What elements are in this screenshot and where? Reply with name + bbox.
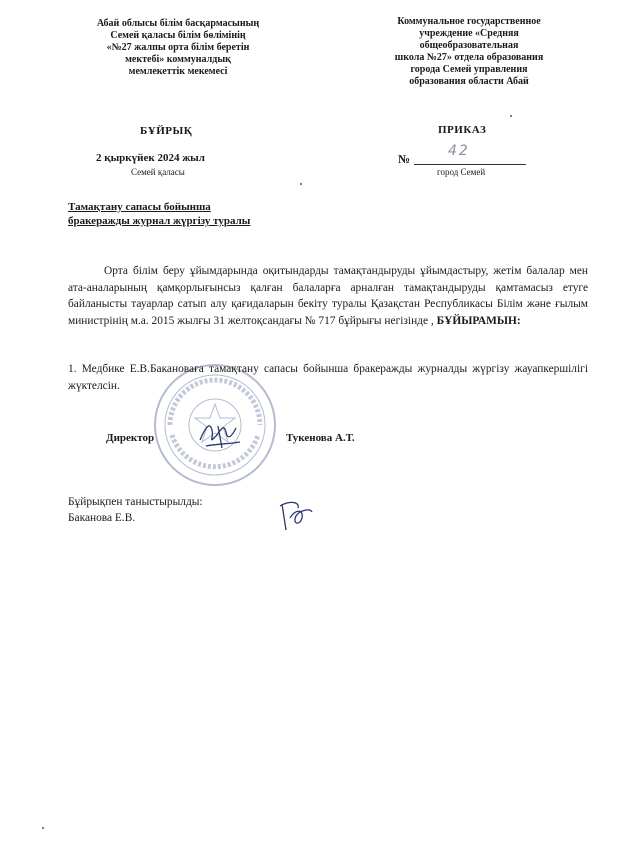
order-title-kz: БҰЙРЫҚ bbox=[140, 125, 193, 137]
institution-header-kz bbox=[58, 18, 298, 78]
city-kz: Семей қаласы bbox=[131, 167, 185, 177]
acknowledged-person: Баканова Е.В. bbox=[68, 512, 136, 524]
director-signature bbox=[196, 418, 244, 452]
header-kz-line: мемлекеттік мекемесі bbox=[128, 66, 228, 77]
order-item-1: 1. Медбике Е.В.Бакановаға тамақтану сапасы бойынша бракеражды журналды жүргізу жауапкершілігі жүктелсін. bbox=[68, 363, 588, 392]
scan-speck bbox=[510, 115, 512, 117]
city-ru: город Семей bbox=[437, 167, 486, 177]
director-label: Директор bbox=[106, 432, 155, 444]
header-ru-line: общеобразовательная bbox=[419, 40, 519, 51]
order-command-word: БҰЙЫРАМЫН: bbox=[436, 314, 521, 327]
acknowledgement-signature bbox=[276, 498, 316, 534]
order-body-paragraph bbox=[68, 263, 588, 329]
director-name: Тукенова А.Т. bbox=[286, 432, 355, 444]
header-ru-line: учреждение «Средняя bbox=[419, 28, 519, 39]
institution-header-ru bbox=[350, 16, 588, 88]
order-title-ru: ПРИКАЗ bbox=[438, 124, 487, 136]
scan-speck bbox=[300, 183, 302, 185]
header-ru-line: города Семей управления bbox=[410, 64, 528, 75]
header-ru-line: школа №27» отдела образования bbox=[394, 52, 544, 63]
header-kz-line: мектебі» коммуналдық bbox=[125, 54, 231, 65]
subject-line: Тамақтану сапасы бойынша bbox=[68, 201, 211, 213]
order-number-value: 42 bbox=[448, 143, 470, 159]
body-text: Орта білім беру ұйымдарында оқитындарды тамақтандыруды ұйымдастыру, жетім балалар мен ата-аналарының қамқорлығынсыз қалған балаларға арналған тамақтандыруды қамтамасыз етуге байланысты тауарлар сатып алу қағидаларын бекіту туралы Қазақстан Республикасы Білім және ғылым министрінің м.а. 2015 жылғы 31 желтоқсандағы № 717 бұйрығы негізінде , bbox=[68, 265, 588, 327]
order-subject bbox=[68, 200, 250, 228]
subject-line: бракеражды журнал жүргізу туралы bbox=[68, 215, 251, 227]
order-number-underline bbox=[414, 164, 526, 165]
scan-speck bbox=[42, 827, 44, 829]
header-kz-line: «№27 жалпы орта білім беретін bbox=[106, 42, 250, 53]
order-date: 2 қыркүйек 2024 жыл bbox=[96, 152, 205, 164]
header-ru-line: образования области Абай bbox=[409, 76, 529, 87]
order-number-label: № bbox=[398, 152, 411, 166]
header-ru-line: Коммунальное государственное bbox=[397, 16, 541, 27]
acknowledgement-label: Бұйрықпен таныстырылды: bbox=[68, 496, 203, 508]
header-kz-line: Абай облысы білім басқармасының bbox=[96, 18, 260, 29]
header-kz-line: Семей қаласы білім бөлімінің bbox=[110, 30, 246, 41]
